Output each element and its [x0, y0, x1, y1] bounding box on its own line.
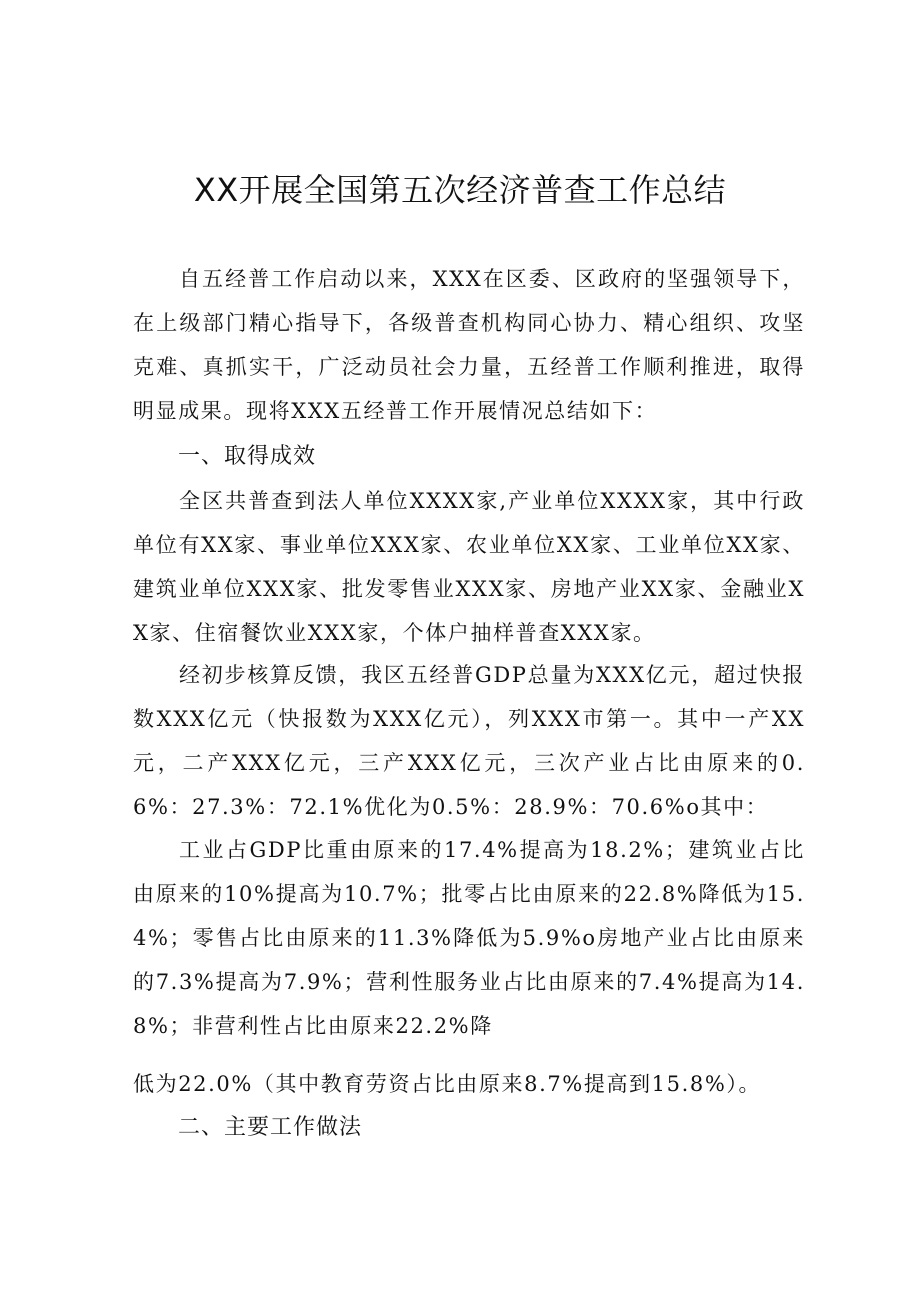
section-heading-results: 一、取得成效 [178, 444, 317, 469]
paragraph-industry-share-continued: 低为22.0%（其中教育劳资占比由原来8.7%提高到15.8%）。 [133, 1072, 762, 1096]
intro-paragraph: 自五经普工作启动以来，XXX在区委、区政府的坚强领导下，在上级部门精心指导下，各级普查机构同心协力、精心组织、攻坚克难、真抓实干，广泛动员社会力量，五经普工作顺利推进，取得明显成果。现将XXX五经普工作开展情况总结如下： [133, 267, 805, 423]
section-heading-methods: 二、主要工作做法 [178, 1115, 363, 1140]
paragraph-industry-share: 工业占GDP比重由原来的17.4%提高为18.2%；建筑业占比由原来的10%提高为10.7%；批零占比由原来的22.8%降低为15.4%；零售占比由原来的11.3%降低为5.9%o房地产业占比由原来的7.3%提高为7.9%；营利性服务业占比由原来的7.4%提高为14.8%；非营利性占比由原来22.2%降 [133, 838, 805, 1038]
paragraph-gdp: 经初步核算反馈，我区五经普GDP总量为XXX亿元，超过快报数XXX亿元（快报数为XXX亿元），列XXX市第一。其中一产XX元，二产XXX亿元，三产XXX亿元，三次产业占比由原来的0.6%：27.3%：72.1%优化为0.5%：28.9%：70.6%o其中： [133, 663, 805, 819]
paragraph-census-units: 全区共普查到法人单位XXXX家,产业单位XXXX家，其中行政单位有XX家、事业单位XXX家、农业单位XX家、工业单位XX家、建筑业单位XXX家、批发零售业XXX家、房地产业XX家、金融业XX家、住宿餐饮业XXX家，个体户抽样普查XXX家。 [133, 489, 805, 645]
document-title: XX开展全国第五次经济普查工作总结 [193, 171, 727, 209]
